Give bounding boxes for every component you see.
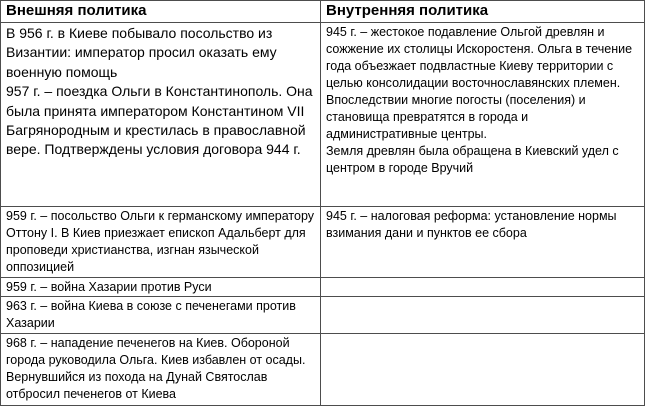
table-row bbox=[1, 278, 645, 297]
header-row bbox=[1, 1, 645, 23]
row2-external-text: 959 г. – посольство Ольги к германскому императору Оттону I. В Киев приезжает епископ Адальберт для проповеди христианства, изгнан языческой оппозицией bbox=[6, 209, 315, 274]
row1-internal bbox=[321, 23, 645, 207]
row4-internal bbox=[321, 297, 645, 334]
header-internal-policy: Внутренняя политика bbox=[321, 1, 645, 23]
row2-internal-text: 945 г. – налоговая реформа: установление нормы взимания дани и пунктов ее сбора bbox=[326, 209, 617, 240]
row3-internal bbox=[321, 278, 645, 297]
row2-external bbox=[1, 207, 321, 278]
row3-external-text: 959 г. – война Хазарии против Руси bbox=[6, 280, 212, 294]
row5-internal bbox=[321, 334, 645, 406]
table-row bbox=[1, 207, 645, 278]
row5-external bbox=[1, 334, 321, 406]
row1-internal-text: 945 г. – жестокое подавление Ольгой древлян и сожжение их столицы Искоростеня. Ольга в течение года объезжает подвластные Киеву территории с целью консолидации восточнославянских племен. Впоследствии многие погосты (поселения) и становища превратятся в города и административные центры. Земля древлян была обращена в Киевский удел с центром в городе Вручий bbox=[326, 25, 633, 175]
row1-external bbox=[1, 23, 321, 207]
header-external-policy: Внешняя политика bbox=[1, 1, 321, 23]
row4-external bbox=[1, 297, 321, 334]
table-row bbox=[1, 334, 645, 406]
row3-external bbox=[1, 278, 321, 297]
table-row bbox=[1, 23, 645, 207]
row4-external-text: 963 г. – война Киева в союзе с печенегами против Хазарии bbox=[6, 299, 296, 330]
row5-external-text: 968 г. – нападение печенегов на Киев. Обороной города руководила Ольга. Киев избавлен от осады. Вернувшийся из похода на Дунай Святослав отбросил печенегов от Киева bbox=[6, 336, 306, 401]
table-row bbox=[1, 297, 645, 334]
row2-internal bbox=[321, 207, 645, 278]
row1-external-text: В 956 г. в Киеве побывало посольство из Византии: император просил оказать ему военную помощь 957 г. – поездка Ольги в Константинополь. Она была принята императором Константином VII Багрянородным и крестилась в православной вере. Подтверждены условия договора 944 г. bbox=[6, 25, 313, 158]
